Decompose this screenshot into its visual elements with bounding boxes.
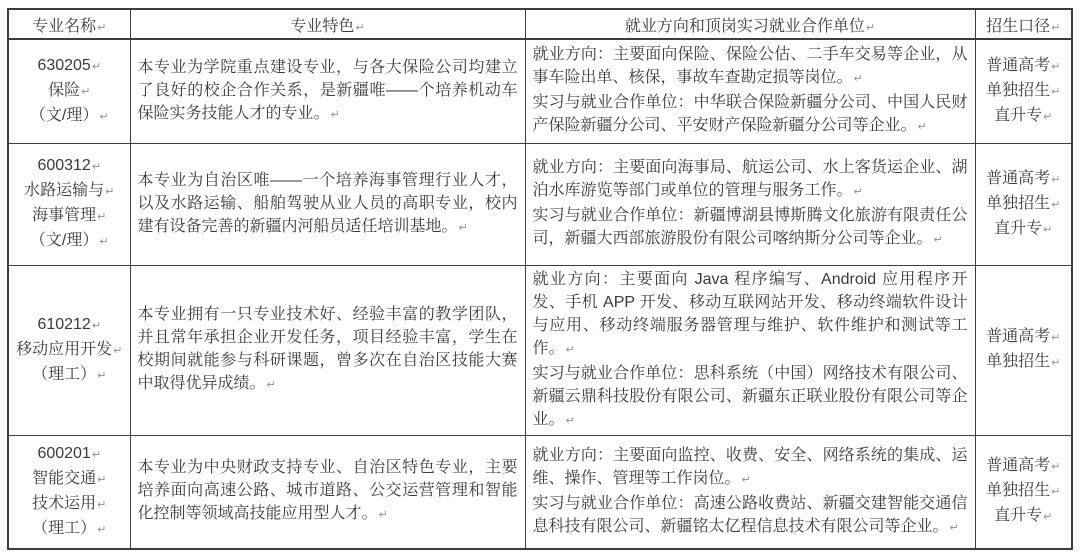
- features-paragraph: 本专业拥有一只专业技术好、经验丰富的教学团队，并且常年承担企业开发任务，项目经验丰富，学生在校期间就能参与科研课题，曾多次在自治区技能大赛中取得优异成绩。↵: [137, 306, 518, 392]
- paragraph-mark: ↵: [113, 344, 123, 357]
- paragraph-mark: ↵: [266, 379, 276, 391]
- employment-paragraph: 实习与就业合作单位：高速公路收费站、新疆交建智能交通信息科技有限公司、新疆铭太亿程信息技术有限公司等企业。↵: [532, 494, 968, 535]
- header-label: 招生口径: [986, 17, 1051, 35]
- paragraph-mark: ↵: [1043, 110, 1053, 123]
- paragraph-mark: ↵: [105, 186, 115, 198]
- enrollment-line: 单独招生↵: [986, 353, 1061, 370]
- paragraph-mark: ↵: [97, 21, 107, 34]
- paragraph-mark: ↵: [1051, 332, 1061, 344]
- paragraph-mark: ↵: [97, 473, 107, 486]
- paragraph-mark: ↵: [1051, 173, 1061, 186]
- paragraph-mark: ↵: [91, 448, 102, 461]
- major-line: 630205↵: [37, 56, 102, 74]
- paragraph-mark: ↵: [91, 161, 102, 173]
- column-header-employment: [525, 9, 975, 39]
- header-label: 就业方向和顶岗实习就业合作单位: [624, 17, 865, 35]
- enrollment-cell: [975, 143, 1072, 265]
- paragraph-mark: ↵: [1051, 486, 1061, 499]
- paragraph-mark: ↵: [97, 211, 107, 223]
- enrollment-line: 单独招生↵: [986, 81, 1061, 99]
- features-cell: [130, 143, 525, 265]
- major-line: 移动应用开发↵: [16, 340, 123, 358]
- major-line: 保险↵: [48, 81, 91, 99]
- paragraph-mark: ↵: [853, 186, 863, 198]
- table-row: [8, 39, 1072, 143]
- major-cell: [8, 435, 130, 549]
- enrollment-line: 普通高考↵: [986, 457, 1061, 475]
- header-row: [8, 9, 1072, 39]
- paragraph-mark: ↵: [458, 221, 468, 234]
- table-row: [8, 265, 1072, 435]
- enrollment-cell: [975, 39, 1072, 143]
- document-page: [7, 8, 1073, 550]
- enrollment-line: 单独招生↵: [986, 482, 1061, 500]
- table-body: [8, 39, 1072, 549]
- major-line: 600201↵: [37, 444, 102, 462]
- employment-paragraph: 就业方向：主要面向监控、收费、安全、网络系统的集成、运维、操作、管理等工作岗位。↵: [532, 446, 968, 487]
- enrollment-cell: [975, 265, 1072, 435]
- major-line: （文/理）↵: [29, 106, 109, 124]
- paragraph-mark: ↵: [1051, 60, 1061, 73]
- column-header-major-name: [8, 9, 130, 39]
- employment-paragraph: 实习与就业合作单位：思科系统（中国）网络技术有限公司、新疆云鼎科技股份有限公司、新疆东正联业股份有限公司等企业。↵: [532, 364, 968, 428]
- paragraph-mark: ↵: [355, 21, 365, 34]
- features-paragraph: 本专业为自治区唯——一个培养海事管理行业人才，以及水路运输、船舶驾驶从业人员的高职专业，校内建有设备完善的新疆内河船员适任培训基地。↵: [137, 171, 518, 235]
- paragraph-mark: ↵: [1043, 223, 1053, 236]
- paragraph-mark: ↵: [81, 85, 91, 98]
- employment-cell: [525, 143, 975, 265]
- enrollment-line: 直升专↵: [994, 507, 1053, 525]
- features-cell: [130, 265, 525, 435]
- paragraph-mark: ↵: [1051, 21, 1061, 34]
- major-cell: [8, 39, 130, 143]
- paragraph-mark: ↵: [99, 236, 109, 248]
- paragraph-mark: ↵: [1051, 461, 1061, 474]
- employment-paragraph: 实习与就业合作单位：新疆博湖县博斯腾文化旅游有限责任公司，新疆大西部旅游股份有限公司喀纳斯分公司等企业。↵: [532, 207, 968, 247]
- table-row: [8, 143, 1072, 265]
- major-line: 水路运输与↵: [24, 182, 115, 199]
- paragraph-mark: ↵: [330, 108, 340, 121]
- paragraph-mark: ↵: [97, 523, 107, 536]
- table-row: [8, 435, 1072, 549]
- enrollment-line: 普通高考↵: [986, 169, 1061, 187]
- major-line: 技术运用↵: [32, 494, 107, 512]
- paragraph-mark: ↵: [1051, 357, 1061, 369]
- major-line: 智能交通↵: [32, 469, 107, 487]
- features-paragraph: 本专业为中央财政支持专业、自治区特色专业，主要培养面向高速公路、城市道路、公交运营管理和智能化控制等领域高技能应用型人才。↵: [137, 459, 518, 523]
- majors-table: [7, 8, 1073, 550]
- column-header-major-features: [130, 9, 525, 39]
- paragraph-mark: ↵: [1051, 85, 1061, 98]
- employment-paragraph: 就业方向：主要面向保险、保险公估、二手车交易等企业，从事车险出单、核保，事故车查勘定损等岗位。↵: [532, 46, 968, 87]
- employment-paragraph: 就业方向：主要面向海事局、航运公司、水上客货运企业、湖泊水库游览等部门或单位的管理与服务工作。↵: [532, 159, 968, 199]
- header-label: 专业名称: [32, 17, 97, 35]
- paragraph-mark: ↵: [853, 73, 863, 86]
- paragraph-mark: ↵: [949, 521, 959, 534]
- paragraph-mark: ↵: [741, 473, 751, 486]
- paragraph-mark: ↵: [97, 498, 107, 511]
- major-line: （理工）↵: [32, 365, 107, 383]
- paragraph-mark: ↵: [91, 319, 102, 332]
- enrollment-line: 普通高考↵: [986, 328, 1061, 345]
- paragraph-mark: ↵: [1051, 198, 1061, 211]
- paragraph-mark: ↵: [565, 414, 575, 427]
- enrollment-line: 直升专↵: [994, 106, 1053, 124]
- major-line: 610212↵: [37, 315, 102, 333]
- employment-paragraph: 就业方向：主要面向 Java 程序编写、Android 应用程序开发、手机 APP 开发、移动互联网站开发、移动终端软件设计与应用、移动终端服务器管理与维护、软件维护和测试等工作。↵: [532, 270, 968, 357]
- paragraph-mark: ↵: [99, 110, 109, 123]
- column-header-enrollment: [975, 9, 1072, 39]
- paragraph-mark: ↵: [565, 343, 575, 356]
- header-label: 专业特色: [290, 17, 355, 35]
- enrollment-line: 单独招生↵: [986, 194, 1061, 212]
- major-line: （理工）↵: [32, 519, 107, 537]
- paragraph-mark: ↵: [865, 21, 876, 34]
- paragraph-mark: ↵: [1043, 511, 1053, 524]
- paragraph-mark: ↵: [917, 121, 927, 134]
- major-line: 600312↵: [37, 157, 102, 174]
- employment-cell: [525, 39, 975, 143]
- major-cell: [8, 143, 130, 265]
- major-line: 海事管理↵: [32, 207, 107, 224]
- paragraph-mark: ↵: [933, 234, 943, 246]
- paragraph-mark: ↵: [378, 509, 388, 522]
- major-line: （文/理）↵: [29, 232, 109, 249]
- employment-cell: [525, 265, 975, 435]
- features-paragraph: 本专业为学院重点建设专业，与各大保险公司均建立了良好的校企合作关系，是新疆唯——个培养机动车保险实务技能人才的专业。↵: [137, 58, 518, 122]
- enrollment-cell: [975, 435, 1072, 549]
- major-cell: [8, 265, 130, 435]
- employment-paragraph: 实习与就业合作单位：中华联合保险新疆分公司、中国人民财产保险新疆分公司、平安财产保险新疆分公司等企业。↵: [532, 94, 968, 135]
- features-cell: [130, 39, 525, 143]
- paragraph-mark: ↵: [97, 369, 107, 382]
- enrollment-line: 普通高考↵: [986, 56, 1061, 74]
- paragraph-mark: ↵: [91, 60, 102, 73]
- features-cell: [130, 435, 525, 549]
- employment-cell: [525, 435, 975, 549]
- enrollment-line: 直升专↵: [994, 219, 1053, 237]
